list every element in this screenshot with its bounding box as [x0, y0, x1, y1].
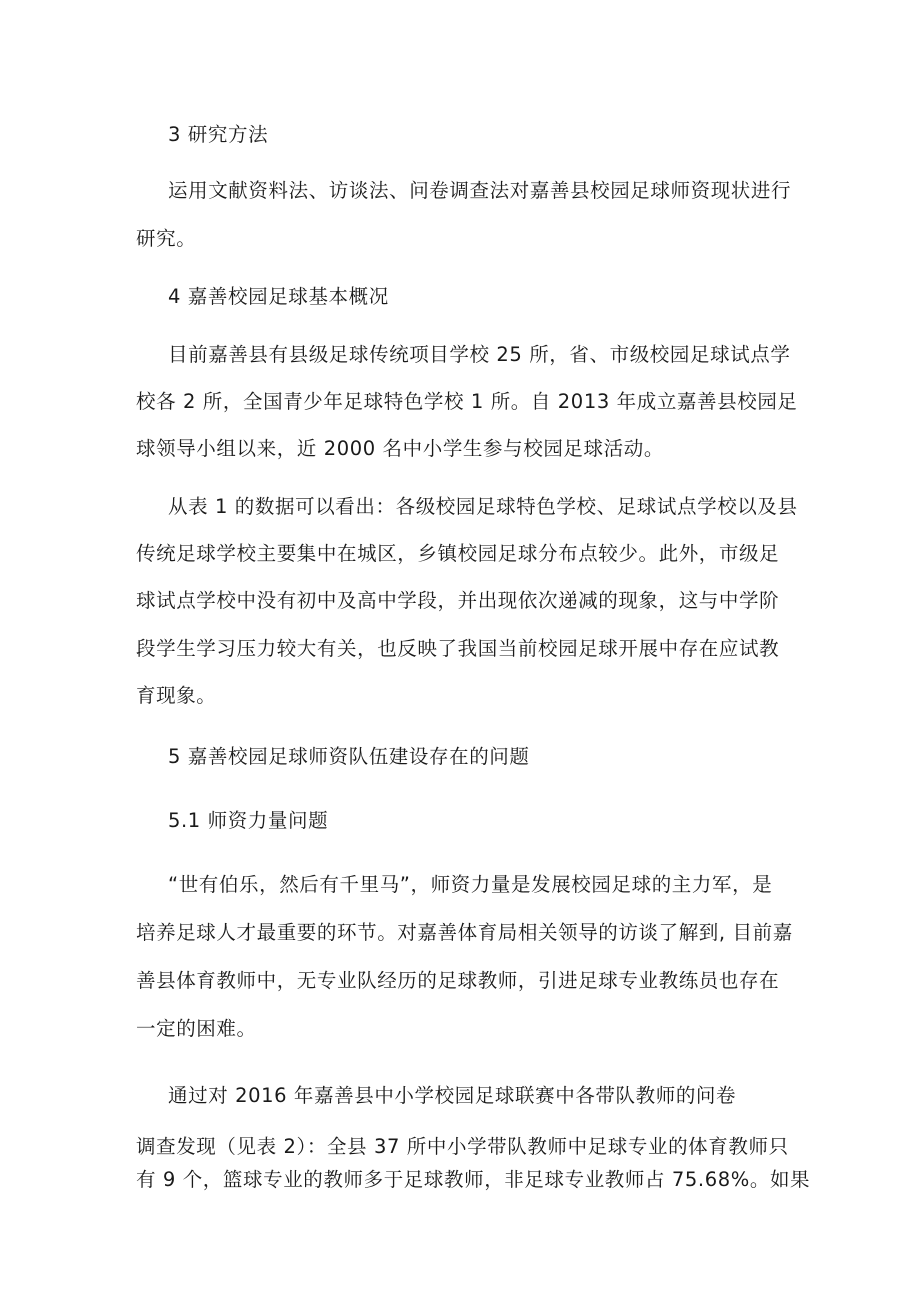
paragraph-quote-line-3: 善县体育教师中，无专业队经历的足球教师，引进足球专业教练员也存在 [136, 969, 780, 992]
paragraph-table1-line-5: 育现象。 [136, 684, 217, 707]
paragraph-quote-line-1: “世有伯乐，然后有千里马”，师资力量是发展校园足球的主力军，是 [168, 873, 773, 896]
paragraph-survey-line-1: 通过对 2016 年嘉善县中小学校园足球联赛中各带队教师的问卷 [168, 1084, 737, 1107]
paragraph-survey-line-3: 有 9 个，篮球专业的教师多于足球教师，非足球专业教师占 75.68%。如果 [136, 1168, 811, 1191]
paragraph-quote-line-4: 一定的困难。 [136, 1017, 257, 1040]
section-heading-4: 4 嘉善校园足球基本概况 [168, 285, 389, 308]
paragraph-overview-line-3: 球领导小组以来，近 2000 名中小学生参与校园足球活动。 [136, 437, 664, 460]
paragraph-overview-line-1: 目前嘉善县有县级足球传统项目学校 25 所，省、市级校园足球试点学 [168, 343, 791, 366]
paragraph-overview-line-2: 校各 2 所，全国青少年足球特色学校 1 所。自 2013 年成立嘉善县校园足 [136, 390, 798, 413]
paragraph-quote-line-2: 培养足球人才最重要的环节。对嘉善体育局相关领导的访谈了解到, 目前嘉 [136, 921, 793, 944]
paragraph-table1-line-2: 传统足球学校主要集中在城区，乡镇校园足球分布点较少。此外，市级足 [136, 542, 780, 565]
paragraph-methods-line-1: 运用文献资料法、访谈法、问卷调查法对嘉善县校园足球师资现状进行 [168, 179, 792, 202]
subsection-heading-5-1: 5.1 师资力量问题 [168, 809, 329, 832]
section-heading-5: 5 嘉善校园足球师资队伍建设存在的问题 [168, 745, 530, 768]
paragraph-methods-line-2: 研究。 [136, 227, 197, 250]
paragraph-survey-line-2: 调查发现（见表 2）：全县 37 所中小学带队教师中足球专业的体育教师只 [136, 1135, 789, 1158]
paragraph-table1-line-4: 段学生学习压力较大有关，也反映了我国当前校园足球开展中存在应试教 [136, 637, 780, 660]
paragraph-table1-line-1: 从表 1 的数据可以看出：各级校园足球特色学校、足球试点学校以及县 [168, 495, 798, 518]
paragraph-table1-line-3: 球试点学校中没有初中及高中学段，并出现依次递减的现象，这与中学阶 [136, 589, 780, 612]
section-heading-3: 3 研究方法 [168, 123, 269, 146]
